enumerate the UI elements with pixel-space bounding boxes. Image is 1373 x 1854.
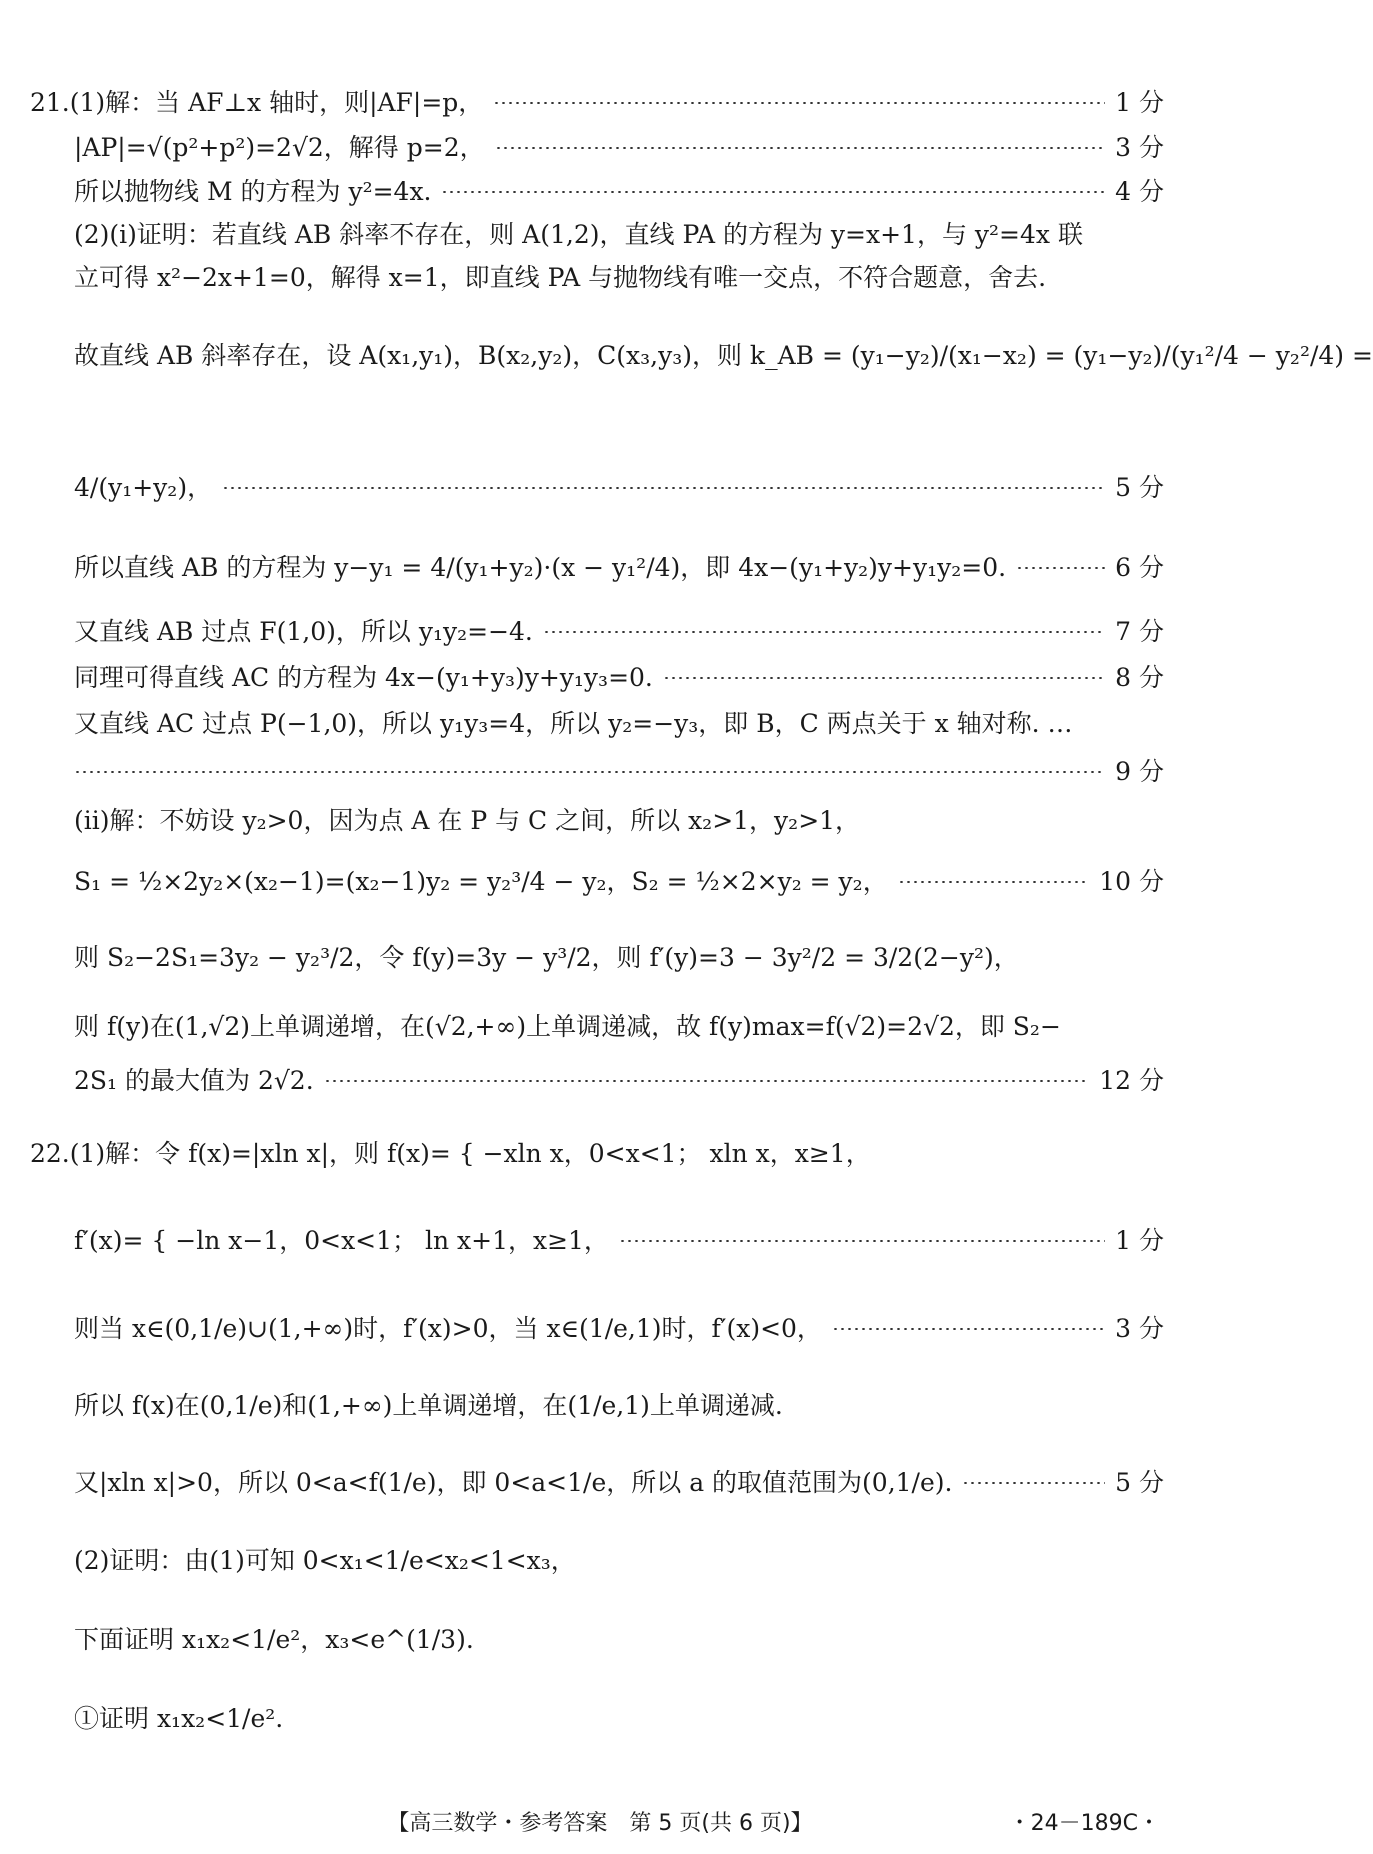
leader-dots xyxy=(493,102,1105,104)
p22-line-6 xyxy=(74,1545,1164,1576)
p21-score-8: 6 分 xyxy=(1115,553,1164,582)
p21-line-10 xyxy=(74,662,1164,693)
p21-line-5-text: 立可得 x²−2x+1=0，解得 x=1，即直线 PA 与抛物线有唯一交点，不符合题意，舍去. xyxy=(74,263,1047,292)
p21-line-17-text: 2S₁ 的最大值为 2√2. xyxy=(74,1066,314,1095)
p21-line-10-text: 同理可得直线 AC 的方程为 4x−(y₁+y₃)y+y₁y₃=0. xyxy=(74,663,653,692)
p21-line-5 xyxy=(74,262,1164,293)
p21-score-10: 8 分 xyxy=(1115,663,1164,692)
p21-line-16-text: 则 f(y)在(1,√2)上单调递增，在(√2,+∞)上单调递减，故 f(y)max=f(√2)=2√2，即 S₂− xyxy=(74,1012,1061,1041)
p22-line-2-text: f′(x)= { −ln x−1，0<x<1； ln x+1，x≥1， xyxy=(74,1226,609,1255)
p21-score-2: 3 分 xyxy=(1115,133,1164,162)
p21-score-17: 12 分 xyxy=(1099,1066,1164,1095)
p22-line-3 xyxy=(74,1313,1164,1344)
p21-line-4-text: (2)(i)证明：若直线 AB 斜率不存在，则 A(1,2)，直线 PA 的方程为 y=x+1，与 y²=4x 联 xyxy=(74,220,1083,249)
p22-line-5-text: 又|xln x|>0，所以 0<a<f(1/e)，即 0<a<1/e，所以 a 的取值范围为(0,1/e). xyxy=(74,1468,953,1497)
leader-dots xyxy=(663,677,1105,679)
p21-line-13 xyxy=(74,805,1164,836)
leader-dots xyxy=(441,191,1105,193)
p21-line-7 xyxy=(74,472,1164,503)
p21-score-14: 10 分 xyxy=(1099,867,1164,896)
p21-line-11-text: 又直线 AC 过点 P(−1,0)，所以 y₁y₃=4，所以 y₂=−y₃，即 B，C 两点关于 x 轴对称. … xyxy=(74,709,1073,738)
p22-score-3: 3 分 xyxy=(1115,1314,1164,1343)
leader-dots xyxy=(962,1482,1105,1484)
p21-line-6-text: 故直线 AB 斜率存在，设 A(x₁,y₁)，B(x₂,y₂)，C(x₃,y₃)，则 k_AB = (y₁−y₂)/(x₁−x₂) = (y₁−y₂)/(y₁²/4 − y₂²/4) = xyxy=(74,341,1373,370)
p21-line-9-text: 又直线 AB 过点 F(1,0)，所以 y₁y₂=−4. xyxy=(74,617,533,646)
p22-line-5 xyxy=(74,1467,1164,1498)
p22-line-4-text: 所以 f(x)在(0,1/e)和(1,+∞)上单调递增，在(1/e,1)上单调递减. xyxy=(74,1391,783,1420)
p21-score-1: 1 分 xyxy=(1115,88,1164,117)
footer-code: ・24－189C・ xyxy=(1008,1811,1160,1836)
p21-line-1 xyxy=(30,87,1164,118)
p21-score-3: 4 分 xyxy=(1115,177,1164,206)
p21-line-7-text: 4/(y₁+y₂)， xyxy=(74,473,213,502)
p22-line-8 xyxy=(74,1703,1164,1734)
p22-line-8-text: ①证明 x₁x₂<1/e². xyxy=(74,1704,284,1733)
p21-line-9 xyxy=(74,616,1164,647)
p21-line-4 xyxy=(74,219,1164,250)
p21-line-16 xyxy=(74,1011,1164,1042)
p21-line-14 xyxy=(74,866,1164,897)
p21-line-15-text: 则 S₂−2S₁=3y₂ − y₂³/2，令 f(y)=3y − y³/2，则 f′(y)=3 − 3y²/2 = 3/2(2−y²)， xyxy=(74,943,1019,972)
p21-line-8-text: 所以直线 AB 的方程为 y−y₁ = 4/(y₁+y₂)·(x − y₁²/4)，即 4x−(y₁+y₂)y+y₁y₂=0. xyxy=(74,553,1007,582)
p21-line-15 xyxy=(74,942,1164,973)
p21-line-11 xyxy=(74,708,1164,739)
leader-dots xyxy=(222,487,1105,489)
p22-line-7 xyxy=(74,1624,1164,1655)
leader-dots xyxy=(495,147,1106,149)
p21-line-12 xyxy=(74,756,1164,787)
leader-dots xyxy=(74,771,1105,773)
p21-line-3 xyxy=(74,176,1164,207)
p21-line-14-text: S₁ = ½×2y₂×(x₂−1)=(x₂−1)y₂ = y₂³/4 − y₂，S₂ = ½×2×y₂ = y₂， xyxy=(74,867,888,896)
p21-line-3-text: 所以抛物线 M 的方程为 y²=4x. xyxy=(74,177,432,206)
leader-dots xyxy=(543,631,1105,633)
p21-line-17 xyxy=(74,1065,1164,1096)
p22-line-6-text: (2)证明：由(1)可知 0<x₁<1/e<x₂<1<x₃， xyxy=(74,1546,576,1575)
p22-line-1-text: 22.(1)解：令 f(x)=|xln x|，则 f(x)= { −xln x，0<x<1； xln x，x≥1， xyxy=(30,1139,871,1168)
footer-title: 【高三数学・参考答案 第 5 页(共 6 页)】 xyxy=(387,1811,813,1836)
p22-line-2 xyxy=(74,1225,1164,1256)
p21-line-2-text: |AP|=√(p²+p²)=2√2，解得 p=2， xyxy=(74,133,485,162)
p21-score-12: 9 分 xyxy=(1115,757,1164,786)
p22-line-4 xyxy=(74,1390,1164,1421)
p21-line-1-text: 21.(1)解：当 AF⊥x 轴时，则|AF|=p， xyxy=(30,88,484,117)
page-footer xyxy=(0,1806,1200,1836)
p21-score-9: 7 分 xyxy=(1115,617,1164,646)
p22-line-7-text: 下面证明 x₁x₂<1/e²，x₃<e^(1/3). xyxy=(74,1625,474,1654)
p21-line-6 xyxy=(74,340,1373,371)
p21-line-8 xyxy=(74,552,1164,583)
leader-dots xyxy=(832,1328,1105,1330)
leader-dots xyxy=(898,881,1090,883)
p21-line-2 xyxy=(74,132,1164,163)
p21-line-13-text: (ii)解：不妨设 y₂>0，因为点 A 在 P 与 C 之间，所以 x₂>1，y₂>1， xyxy=(74,806,861,835)
leader-dots xyxy=(324,1080,1090,1082)
p21-score-7: 5 分 xyxy=(1115,473,1164,502)
p22-line-1 xyxy=(30,1138,1164,1169)
p22-score-2: 1 分 xyxy=(1115,1226,1164,1255)
p22-score-5: 5 分 xyxy=(1115,1468,1164,1497)
leader-dots xyxy=(619,1240,1105,1242)
leader-dots xyxy=(1016,567,1105,569)
p22-line-3-text: 则当 x∈(0,1/e)∪(1,+∞)时，f′(x)>0，当 x∈(1/e,1)时，f′(x)<0， xyxy=(74,1314,822,1343)
